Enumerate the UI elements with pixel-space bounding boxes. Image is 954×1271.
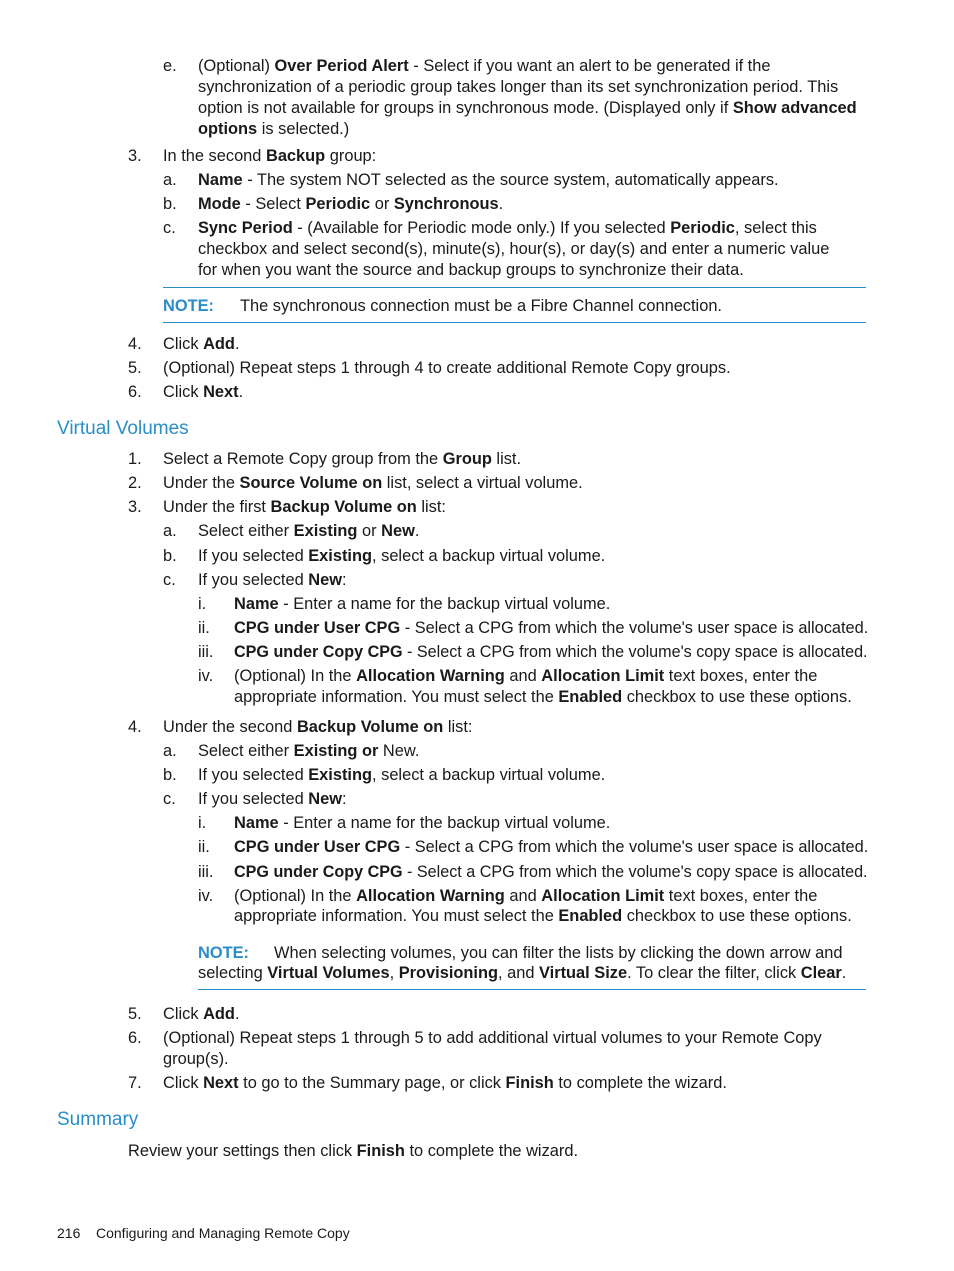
list-marker: c. (163, 790, 176, 808)
list-item: Click Next to go to the Summary page, or click Finish to complete the wizard. (163, 1074, 727, 1092)
section-heading-summary: Summary (57, 1109, 139, 1130)
paragraph-line: (Optional) Repeat steps 1 through 5 to add additional virtual volumes to your Remote Copy (163, 1029, 822, 1047)
note-rule-bottom (163, 322, 866, 323)
paragraph-line: checkbox and select second(s), minute(s), hour(s), or day(s) and enter a numeric value (198, 240, 830, 258)
list-marker: iii. (198, 643, 214, 661)
list-item: If you selected Existing, select a backup virtual volume. (198, 547, 606, 565)
paragraph-line: for when you want the source and backup groups to synchronize their data. (198, 261, 744, 279)
list-marker: c. (163, 219, 176, 237)
list-item: If you selected New: (198, 571, 347, 589)
paragraph-line: option is not available for groups in synchronous mode. (Displayed only if Show advanced (198, 99, 857, 117)
paragraph-line: Sync Period - (Available for Periodic mode only.) If you selected Periodic, select this (198, 219, 817, 237)
note-text: When selecting volumes, you can filter the lists by clicking the down arrow and (274, 944, 843, 962)
list-item: Select a Remote Copy group from the Group list. (163, 450, 522, 468)
list-item: CPG under Copy CPG - Select a CPG from which the volume's copy space is allocated. (234, 863, 868, 881)
list-marker: iii. (198, 863, 214, 881)
list-marker: a. (163, 171, 177, 189)
list-marker: 3. (128, 147, 142, 165)
paragraph-line: synchronization of a periodic group takes longer than its set synchronization period. This (198, 78, 839, 96)
paragraph-line: group(s). (163, 1050, 229, 1068)
list-marker: ii. (198, 838, 210, 856)
list-item: Name - The system NOT selected as the source system, automatically appears. (198, 171, 779, 189)
paragraph-line: (Optional) Over Period Alert - Select if you want an alert to be generated if the (198, 57, 771, 75)
list-marker: 5. (128, 359, 142, 377)
list-item: Click Next. (163, 383, 244, 401)
section-heading-virtual-volumes: Virtual Volumes (57, 418, 189, 439)
list-marker: 5. (128, 1005, 142, 1023)
list-marker: 7. (128, 1074, 142, 1092)
list-marker: 4. (128, 718, 142, 736)
list-item: Click Add. (163, 1005, 240, 1023)
list-marker: i. (198, 814, 207, 832)
list-item: CPG under Copy CPG - Select a CPG from which the volume's copy space is allocated. (234, 643, 868, 661)
list-marker: b. (163, 766, 177, 784)
list-marker: 6. (128, 1029, 142, 1047)
list-item: Mode - Select Periodic or Synchronous. (198, 195, 504, 213)
list-marker: iv. (198, 887, 214, 905)
list-item: Under the first Backup Volume on list: (163, 498, 446, 516)
note-label: NOTE: (163, 297, 214, 315)
list-item: Select either Existing or New. (198, 742, 420, 760)
list-item: Name - Enter a name for the backup virtual volume. (234, 814, 611, 832)
note-text: The synchronous connection must be a Fibre Channel connection. (240, 297, 722, 315)
list-marker: 4. (128, 335, 142, 353)
list-marker: b. (163, 547, 177, 565)
list-marker: 1. (128, 450, 142, 468)
list-marker: 3. (128, 498, 142, 516)
list-marker: a. (163, 742, 177, 760)
paragraph-line: (Optional) In the Allocation Warning and Allocation Limit text boxes, enter the (234, 667, 818, 685)
list-item: Under the Source Volume on list, select a virtual volume. (163, 474, 583, 492)
list-marker: 2. (128, 474, 142, 492)
list-marker: a. (163, 522, 177, 540)
list-item: In the second Backup group: (163, 147, 377, 165)
note-rule-bottom (198, 989, 866, 990)
paragraph-line: appropriate information. You must select the Enabled checkbox to use these options. (234, 907, 852, 925)
page-number: 216 (57, 1225, 81, 1241)
list-item: CPG under User CPG - Select a CPG from which the volume's user space is allocated. (234, 619, 869, 637)
paragraph-line: (Optional) In the Allocation Warning and Allocation Limit text boxes, enter the (234, 887, 818, 905)
list-marker: e. (163, 57, 177, 75)
list-marker: 6. (128, 383, 142, 401)
paragraph-line: options is selected.) (198, 120, 350, 138)
running-footer-title: Configuring and Managing Remote Copy (96, 1225, 350, 1241)
note-label: NOTE: (198, 944, 249, 962)
paragraph-line: appropriate information. You must select the Enabled checkbox to use these options. (234, 688, 852, 706)
list-item: CPG under User CPG - Select a CPG from which the volume's user space is allocated. (234, 838, 869, 856)
paragraph: Review your settings then click Finish to complete the wizard. (128, 1142, 579, 1160)
note-text: selecting Virtual Volumes, Provisioning, and Virtual Size. To clear the filter, click Clear. (198, 964, 847, 982)
list-marker: i. (198, 595, 207, 613)
list-item: Click Add. (163, 335, 240, 353)
list-marker: iv. (198, 667, 214, 685)
list-item: If you selected New: (198, 790, 347, 808)
list-item: (Optional) Repeat steps 1 through 4 to create additional Remote Copy groups. (163, 359, 731, 377)
list-marker: b. (163, 195, 177, 213)
list-item: Select either Existing or New. (198, 522, 420, 540)
note-rule-top (163, 287, 866, 288)
list-item: Under the second Backup Volume on list: (163, 718, 473, 736)
list-item: If you selected Existing, select a backup virtual volume. (198, 766, 606, 784)
list-marker: c. (163, 571, 176, 589)
list-marker: ii. (198, 619, 210, 637)
list-item: Name - Enter a name for the backup virtual volume. (234, 595, 611, 613)
